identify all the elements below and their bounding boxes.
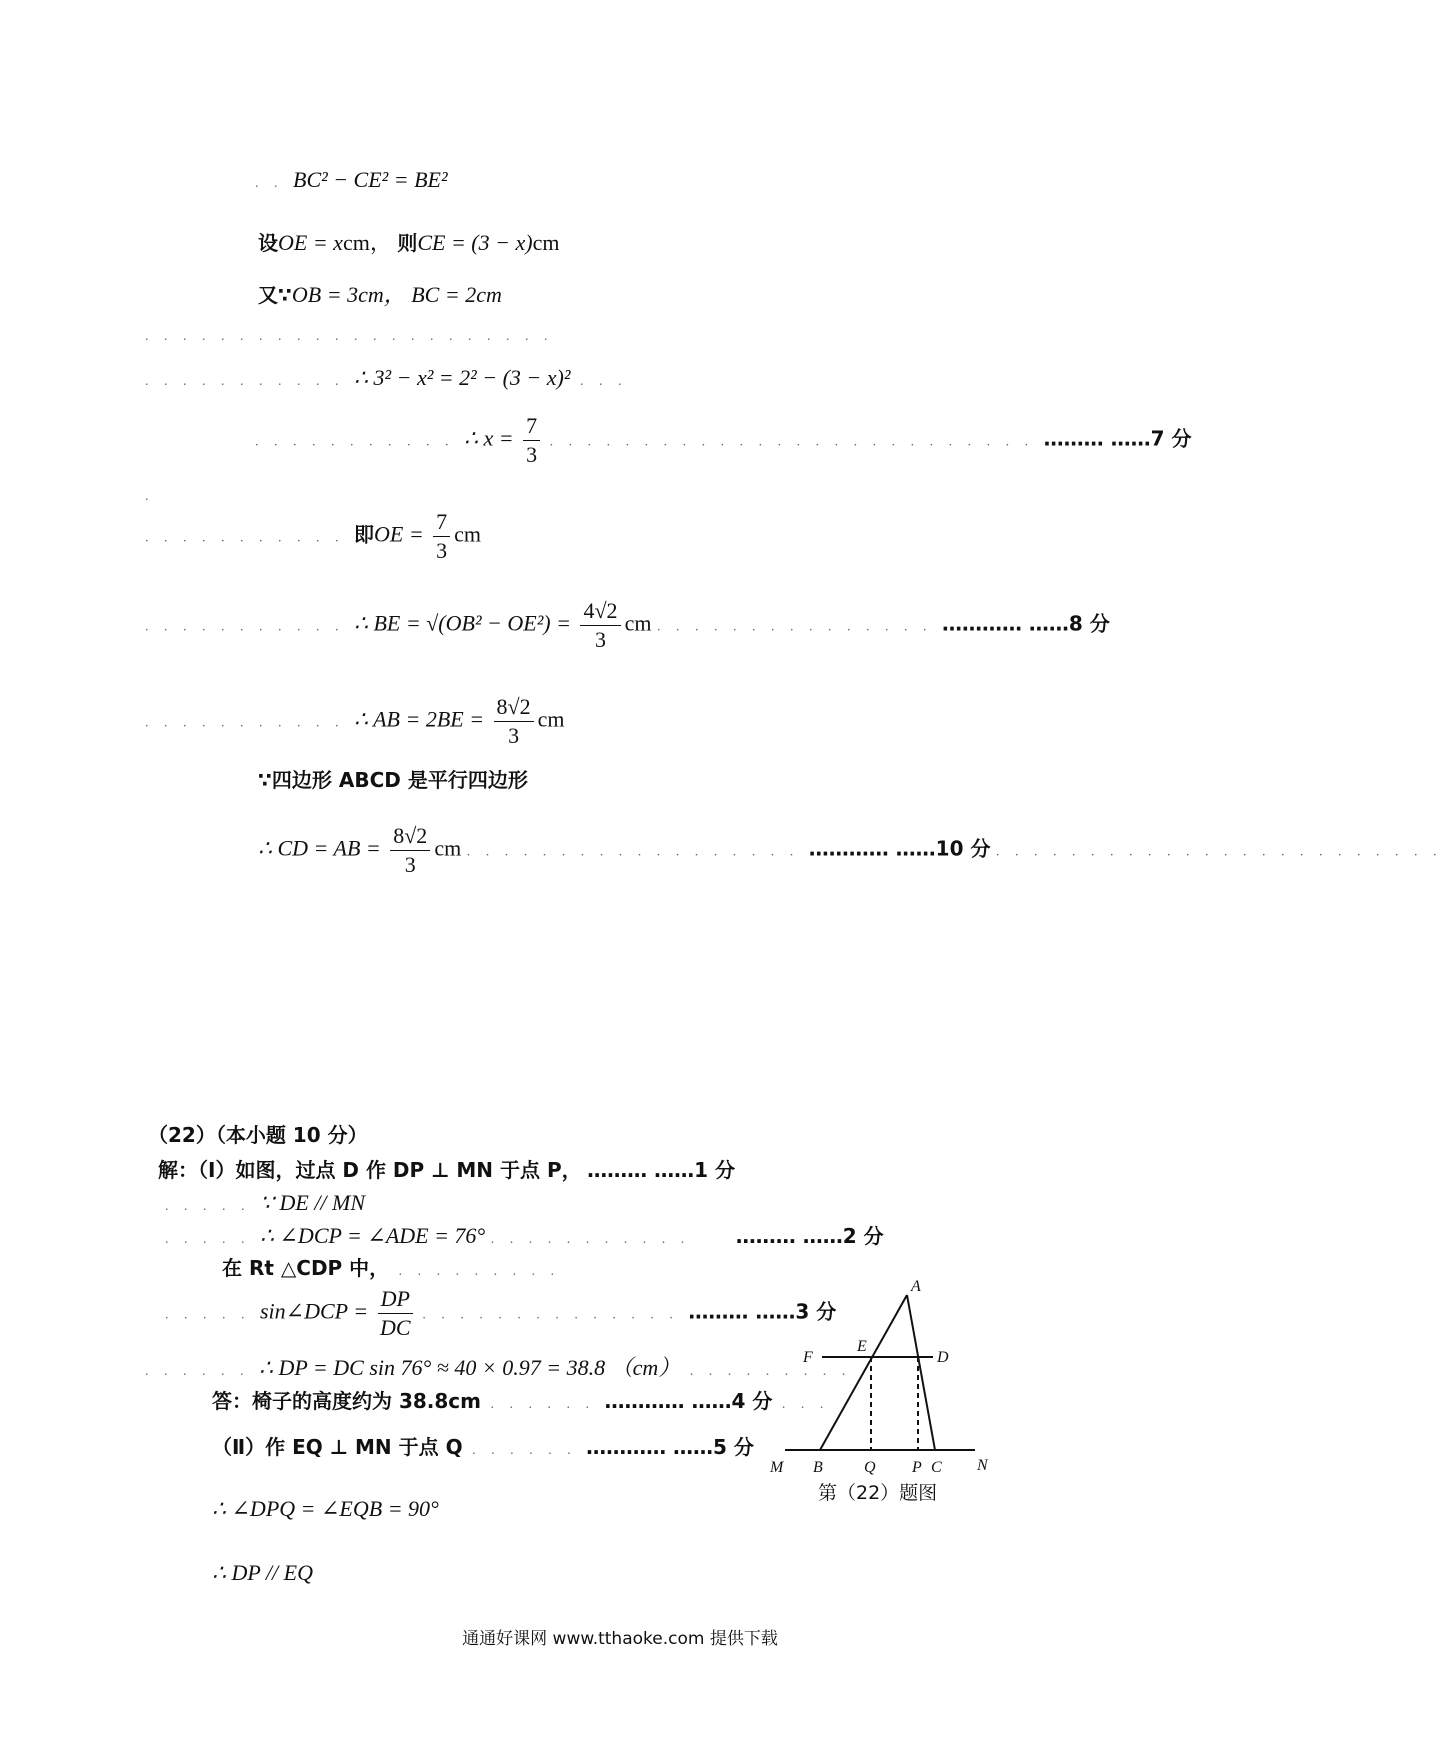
p22-step5: . . . . . sin∠DCP = $\frac{DP}{DC}$ . . . . . . . . . . . . . . ……… ……3 分 [165,1286,837,1340]
geometry-figure [765,1275,1005,1505]
parallelogram-statement: ∵四边形 ABCD 是平行四边形 [258,768,528,792]
eq-oe-result: . . . . . . . . . . . 即OE = $\frac{7}{3}$ cm [145,509,482,563]
figure-caption: 第（22）题图 [818,1482,938,1504]
score-10: ………… ……10 分 [808,836,991,861]
label-e: E [857,1338,867,1355]
score-1: ……… ……1 分 [587,1158,735,1182]
page-footer: 通通好课网 www.tthaoke.com 提供下载 [462,1629,778,1649]
dot-leader: . [145,489,155,504]
p22-step6: . . . . . . ∴ DP = DC sin 76° ≈ 40 × 0.97 = 38.8 （cm） . . . . . . . . . . [145,1355,871,1380]
problem-22-header: （22）（本小题 10 分） [148,1123,368,1147]
eq-ab-result: . . . . . . . . . . . ∴ AB = 2BE = $\frac{8√2}{3}$ cm [145,694,565,748]
p22-step1: 解：（Ⅰ）如图，过点 D 作 DP ⊥ MN 于点 P， ……… ……1 分 [158,1158,735,1182]
eq-cd-result: ∴ CD = AB = $\frac{8√2}{3}$ cm . . . . . . . . . . . . . . . . . . ………… ……10 分 . . . . . . . . . . . . . . . . . . . . . . . . [258,823,1442,877]
fraction: $\frac{8√2}{3}$ [390,822,430,879]
score-7: ……… ……7 分 [1043,426,1192,451]
fraction: $\frac{7}{3}$ [523,412,540,469]
label-m: M [770,1459,784,1476]
p22-step3: . . . . . ∴ ∠DCP = ∠ADE = 76° . . . . . . . . . . . ……… ……2 分 [165,1223,884,1248]
score-3: ……… ……3 分 [688,1299,837,1324]
side-ac [907,1295,935,1450]
fraction: $\frac{8√2}{3}$ [494,693,534,750]
label-d: D [937,1349,949,1366]
eq-ob-bc: 又∵OB = 3cm， BC = 2cm [258,282,502,307]
p22-angles: ∴ ∠DPQ = ∠EQB = 90° [212,1496,439,1521]
label-p: P [912,1459,922,1476]
fraction: $\frac{7}{3}$ [433,508,450,565]
eq-pythag-x: . . . . . . . . . . . ∴ 3² − x² = 2² − (3 − x)² . . . [145,365,628,390]
score-4: ………… ……4 分 [604,1389,773,1413]
p22-step2: . . . . . ∵ DE // MN [165,1190,366,1215]
label-c: C [931,1459,942,1476]
eq-x-seven-thirds: . . . . . . . . . . . ∴ x = $\frac{7}{3}$ . . . . . . . . . . . . . . . . . . . . . . . . . . ……… ……7 分 [255,413,1192,467]
p22-answer: 答：椅子的高度约为 38.8cm . . . . . . ………… ……4 分 . . . [212,1389,830,1413]
eq-be-result: . . . . . . . . . . . ∴ BE = √(OB² − OE²) = $\frac{4√2}{3}$ cm . . . . . . . . . . . . . . . ………… ……8 分 [145,598,1110,652]
eq-set-oe: 设OE = xcm， 则CE = (3 − x)cm [258,230,560,255]
label-a: A [911,1278,921,1295]
score-8: ………… ……8 分 [941,611,1110,636]
fraction: $\frac{4√2}{3}$ [580,597,620,654]
label-q: Q [864,1459,876,1476]
fraction: $\frac{DP}{DC}$ [378,1285,413,1342]
p22-part2: （Ⅱ）作 EQ ⊥ MN 于点 Q . . . . . . ………… ……5 分 [212,1435,754,1459]
p22-parallel: ∴ DP // EQ [212,1560,313,1585]
eq-bc-ce-be: . . BC² − CE² = BE² [255,167,448,192]
label-b: B [813,1459,823,1476]
label-f: F [803,1349,813,1366]
dot-leader: . . . . . . . . . . . . . . . . . . . . . . [145,329,554,344]
p22-step4: 在 Rt △CDP 中， . . . . . . . . . [222,1256,561,1280]
score-5: ………… ……5 分 [586,1435,754,1459]
label-n: N [977,1457,988,1474]
side-ab [820,1295,907,1450]
score-2: ……… ……2 分 [735,1224,884,1248]
